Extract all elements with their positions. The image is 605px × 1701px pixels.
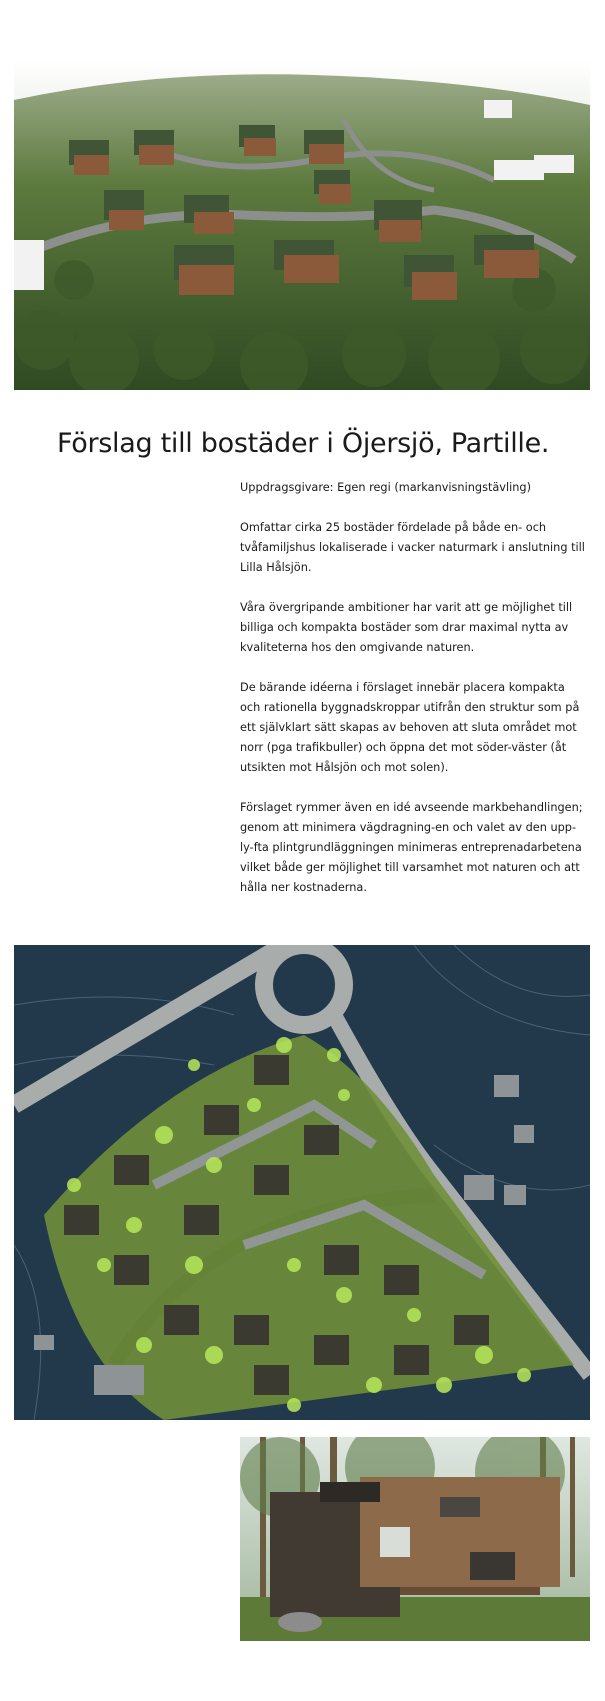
description-text <box>240 478 585 918</box>
ideas-paragraph: De bärande idéerna i förslaget innebär placera kompakta och rationella byggnadskroppar utifrån den struktur som på ett självklart sätt skapas av behoven att sluta området mot norr (pga trafikbuller) och öppna det mot söder-väster (åt utsikten mot Hålsjön och mot solen). <box>240 681 580 774</box>
client-paragraph: Uppdragsgivare: Egen regi (markanvisningstävling) <box>240 481 532 494</box>
ground-paragraph: Förslaget rymmer även en idé avseende markbehandlingen; genom att minimera vägdragning-en och valet av den upp-ly-fta plintgrundläggningen minimeras entreprenadarbetena vilket både ger möjlighet till varsamhet mot naturen och att hålla ner kostnaderna. <box>240 801 583 894</box>
aerial-render-image <box>14 60 590 390</box>
house-render-image <box>240 1437 590 1641</box>
scope-paragraph: Omfattar cirka 25 bostäder fördelade på både en- och tvåfamiljshus lokaliserade i vacker naturmark i anslutning till Lilla Hålsjön. <box>240 521 585 574</box>
page-title: Förslag till bostäder i Öjersjö, Partille. <box>57 428 550 459</box>
site-plan-image <box>14 945 590 1420</box>
ambition-paragraph: Våra övergripande ambitioner har varit att ge möjlighet till billiga och kompakta bostäder som drar maximal nytta av kvaliteterna hos den omgivande naturen. <box>240 601 573 654</box>
